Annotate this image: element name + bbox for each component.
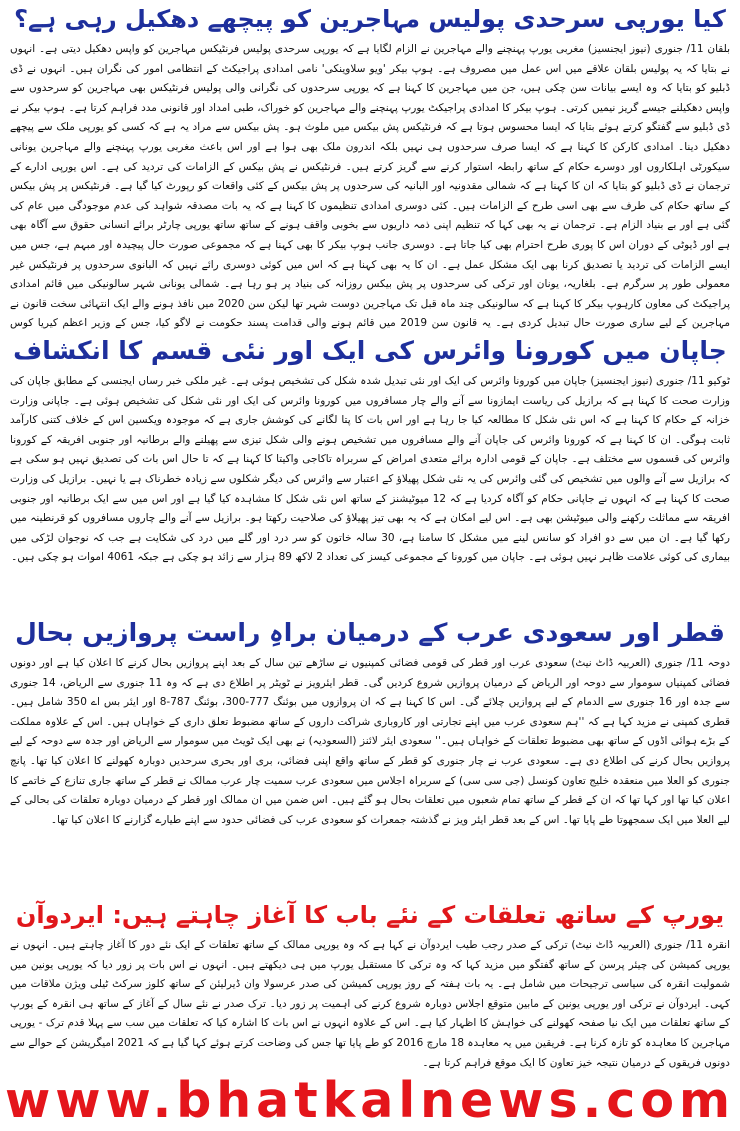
body-border-police: بلقان 11/ جنوری (نیوز ایجنسیز) مغربی یورپ پہنچنے والے مہاجرین نے الزام لگایا ہے کہ یورپی سرحدی پولیس فرنٹیکس مہاجرین کو واپس دھکیل دیتی ہے۔ انہوں نے بتایا کہ یہ پولیس بلقان علاقے میں اس عمل میں مصروف ہے۔ ہوپ بیکر 'ویو سلاوینکی' نامی امدادی پراجیکٹ کے انتظامی امور کی نگران ہیں۔ انہوں نے ڈی ڈبلیو کو بتایا کہ وہ ایسے بیانات سن چکی ہیں، جن میں مہاجرین کا کہنا ہے کہ یورپی سرحدوں کی نگرانی والی پولیس فرنٹیکس بھی مہاجرین کو سرحدوں سے واپس دھکیلنے جیسے گریز نیمیں کرتی۔ ہوپ بیکر کا امدادی پراجیکٹ یورپ پہنچنے والے مہاجرین کو خوراک، طبی امداد اور قانونی مدد فراہم کرتا ہے۔ ہوپ بیکر نے ڈی ڈبلیو سے گفتگو کرتے ہوئے بتایا کہ ایسا محسوس ہوتا ہے کہ فرنٹیکس پش بیکس میں ملوث ہو۔ پش بیکس سے مراد یہ ہے کہ کسی کو یورپی ملک سے پیچھے دھکیل دینا۔ امدادی کارکن کا کہنا ہے کہ ایسا صرف سرحدوں ہی نہیں بلکہ اندرون ملک بھی ہوا ہے اور اس باعث مغربی یورپ پہنچنے والے مہاجرین یونانی سیکورٹی اہلکاروں اور دوسرے حکام کے ساتھ رابطہ استوار کرنے سے گریز کرتے ہیں۔ فرنٹیکس نے پش بیکس کے الزامات کی تردید کی ہے۔ اس یورپی ادارے کے ترجمان نے ڈی ڈبلیو کو بتایا کہ ان کا کہنا ہے کہ شمالی مقدونیہ اور البانیہ کی سرحدوں پر پش بیکس کے کئی واقعات کو رپورٹ کیا گیا ہے۔ فرنٹیکس پر پش بیکس کے ساتھ حکام کی طرف سے بھی اسی طرح کے الزامات ہیں۔ کئی دوسری امدادی تنظیموں کا کہنا ہے کہ یہ بات مصدقہ شواہد کی عدم موجودگی میں عام کی گئی ہے اور بے بنیاد الزام ہے۔ ترجمان نے یہ بھی کہا کہ تنظیم اپنی ذمہ داریوں سے بخوبی واقف ہونے کے ساتھ ساتھ یورپی چارٹر برائے انسانی حقوق سے آگاہ بھی ہے اور ڈیوٹی کے دوران اس کا پوری طرح احترام بھی کیا جاتا ہے۔ دوسری جانب ہوپ بیکر کا بھی کہنا ہے کہ مجموعی صورت حال پیچیدہ اور مبہم ہے، جس میں ایسے الزامات کی تردید یا تصدیق کرنا بھی ایک مشکل عمل ہے۔ ان کا یہ بھی کہنا ہے کہ اس میں کوئی دوسری رائے نہیں کہ البانوی سرحدوں پر فرنٹیکس غیر معمولی طور پر سرگرم ہے۔ بلغاریہ، یونان اور ترکی کی سرحدوں پر پش بیکس روزانہ کی بنیاد پر ہو رہا ہے۔ شمالی یونانی شہر سالونیکی میں قائم امدادی پراجیکٹ کی معاون کارہوپ بیکر کا کہنا ہے کہ سالونیکی چند ماہ قبل تک مہاجرین دوست شہر تھا لیکن سن 2020 میں نافذ ہونے والے ایک انتہائی سخت قانون نے مہاجرین کے لیے ساری صورت حال تبدیل کردی ہے۔ یہ قانون سن 2019 میں قائم ہونے والی قدامت پسند حکومت نے لاگو کیا، جس کے وزیر اعظم کیریا کوس [10,43,730,330]
footer-website-url[interactable]: www.bhatkalnews.com [4,1072,736,1129]
headline-erdogan-europe: یورپ کے ساتھ تعلقات کے نئے باب کا آغاز چاہتے ہیں: ایردوآن [15,901,725,929]
headline-japan-virus: جاپان میں کورونا وائرس کی ایک اور نئی قسم کا انکشاف [13,336,727,365]
body-erdogan-europe: انقرہ 11/ جنوری (العربیہ ڈاٹ نیٹ) ترکی کے صدر رجب طیب ایردوآن نے کہا ہے کہ وہ یورپی ممالک کے ساتھ تعلقات کے ایک نئے دور کا آغاز چاہتے ہیں۔ انہوں نے یورپی کمیشن کی چیئر پرسن کے ساتھ گفتگو میں مزید کہا کہ وہ ترکی کا مستقبل یورپ میں ہی دیکھتے ہیں۔ انہوں نے اس بات پر زور دیا کہ یورپی یونین میں شمولیت انقرہ کی سیاسی ترجیحات میں شامل ہے۔ یہ بات ہفتہ کے روز یورپی کمیشن کی صدر عرسولا وان ڈیرلیئن کے ساتھ کلوز سرکٹ ٹیلی ویژن ملاقات میں کہی۔ ایردوآن نے ترکی اور یورپی یونین کے مابین متوقع اجلاس دوبارہ شروع کرنے کی اہمیت پر زور دیا۔ ترک صدر نے نئے سال کے آغاز کے ساتھ ہی انقرہ کے یورپ کے ساتھ تعلقات میں ایک نیا صفحہ کھولنے کی خواہش کا اظہار کیا ہے۔ اس کے علاوہ انہوں نے اس بات کا اشارہ کیا کہ تعلقات میں سب سے پہلا قدم ترک - یورپی مہاجرین کا معاہدہ کو تازہ کرنا ہے۔ فریقین میں یہ معاہدہ 18 مارچ 2016 کو طے پایا تھا جس کی وضاحت کرتے ہوئے کہا گیا ہے کہ 2021 امیگریشن کے حوالے سے دونوں فریقوں کے درمیان نتیجہ خیز تعاون کا ایک موقع فراہم کرتا ہے۔ [10,939,730,1069]
article-qatar-saudi [10,616,730,890]
body-japan-virus: ٹوکیو 11/ جنوری (نیوز ایجنسیز) جاپان میں کورونا وائرس کی ایک اور نئی تبدیل شدہ شکل کی تشخیص ہوئی ہے۔ غیر ملکی خبر رساں ایجنسی کے مطابق جاپان کی وزارت صحت کا کہنا ہے کہ برازیل کی ریاست ایمازونا سے آنے والے چار مسافروں میں کورونا وائرس کی ایک اور نئی شکل کی تشخیص ہوئی ہے۔ جاپانی وزارت خزانہ کے حکام کا کہنا ہے کہ اس نئی شکل کا مطالعہ کیا جا رہا ہے اور اس بات کا پتا لگانے کی کوشش جاری ہے کہ موجودہ ویکسین اس کے خلاف کتنی کارآمد ثابت ہوگی۔ ان کا کہنا ہے کہ کورونا وائرس کی جاپان آنے والے مسافروں میں تشخیص ہونے والی شکل تیزی سے پھیلنے والے برطانیہ اور جنوبی افریقہ کے کورونا وائرس کی قسموں سے مختلف ہے۔ جاپان کے قومی ادارہ برائے متعدی امراض کے سربراہ تاکاجی واکیتا کا کہنا ہے کہ تا حال اس بات کی تصدیق نہیں ہو سکی ہے کہ برازیل سے آنے والوں میں تشخیص کی گئی وائرس کی یہ نئی شکل پھیلاؤ کے اعتبار سے وائرس کی دیگر شکلوں سے زیادہ خطرناک ہے یا نہیں۔ برازیل کی وزارت صحت کا کہنا ہے کہ انہوں نے جاپانی حکام کو آگاہ کردیا ہے کہ 12 میوٹیشنز کے ساتھ اس نئی شکل کا مشاہدہ کیا گیا ہے اور اس میں سے ایک برطانیہ اور جنوبی افریقہ سے مماثلت رکھنے والی میوٹیشن بھی ہے۔ اس لیے امکان ہے کہ یہ بھی تیز پھیلاؤ کی صلاحیت رکھتا ہو۔ برازیل سے آنے والے چاروں مسافروں کو قرنطینہ میں رکھا گیا ہے۔ ان میں سے دو افراد کو سانس لینے میں مشکل کا سامنا ہے، 30 سالہ خاتون کو سر درد اور گلے میں درد کی شکایت ہے جب کہ نوجوان لڑکی میں بیماری کی کوئی علامت ظاہر نہیں ہوئی ہے۔ جاپان میں کورونا کے مجموعی کیسز کی تعداد 2 لاکھ 89 ہزار سے زائد ہو چکی ہے جبکہ 4061 اموات ہو چکی ہیں۔ [10,375,730,564]
article-border-police [10,2,730,336]
body-qatar-saudi: دوحہ 11/ جنوری (العربیہ ڈاٹ نیٹ) سعودی عرب اور قطر کی قومی فضائی کمپنیوں نے ساڑھے تین سال کے بعد اپنے پروازیں بحال کرنے کا اعلان کیا ہے اور دونوں فضائی کمپنیاں سوموار سے دوحہ اور الریاض کے درمیان پروازیں شروع کردیں گی۔ قطر ایئرویز نے ٹویٹر پر اطلاع دی ہے کہ وہ 11 جنوری سے الریاض، 14 جنوری سے جدہ اور 16 جنوری سے الدمام کے لیے پروازیں چلائے گی۔ اس کا کہنا ہے کہ ان پروازوں میں بوئنگ 777-300، بوئنگ 787-8 اور ایئر بس اے 350 شامل ہیں۔ قطری کمپنی نے مزید کہا ہے کہ ''ہم سعودی عرب میں اپنے تجارتی اور کاروباری شراکت داروں کے ساتھ مضبوط تعلق داری کے خواہاں ہیں۔ اس کے علاوہ مملکت کے بڑے ہوائی اڈوں کے ساتھ بھی مضبوط تعلقات کے خواہاں ہیں۔'' سعودی ایئر لائنز (السعودیہ) نے بھی ایک ٹویٹ میں سوموار سے الریاض اور جدہ سے دوحہ کے لیے پروازیں بحال کرنے کی اطلاع دی ہے۔ سعودی عرب نے چار جنوری کو قطر کے ساتھ واقع اپنی فضائی، بری اور بحری سرحدیں دوبارہ کھولنے کا اعلان کیا تھا۔ پانچ جنوری کو العلا میں منعقدہ خلیج تعاون کونسل (جی سی سی) کے سربراہ اجلاس میں سعودی عرب سمیت چار عرب ممالک نے قطر کے ساتھ جاری تنازع کے خاتمے کا اعلان کیا تھا اور کہا تھا کہ ان کے قطر کے ساتھ تمام شعبوں میں تعلقات بحال ہو گئے ہیں۔ اس ضمن میں ان ممالک اور قطر کے درمیان دوبارہ تعلقات کی بحالی کے لیے العلا میں ایک سمجھوتا طے پایا تھا۔ اس کے بعد قطر ایئر ویز نے گذشتہ جمعرات کو سعودی عرب کی فضائی حدود سے اپنے طیارے گزارنے کا اعلان کیا تھا۔ [10,657,730,826]
headline-border-police: کیا یورپی سرحدی پولیس مہاجرین کو پیچھے دھکیل رہی ہے؟ [14,5,726,33]
article-japan-virus [10,334,730,608]
headline-qatar-saudi: قطر اور سعودی عرب کے درمیان براہِ راست پروازیں بحال [15,618,725,647]
article-erdogan-europe [10,898,730,1070]
